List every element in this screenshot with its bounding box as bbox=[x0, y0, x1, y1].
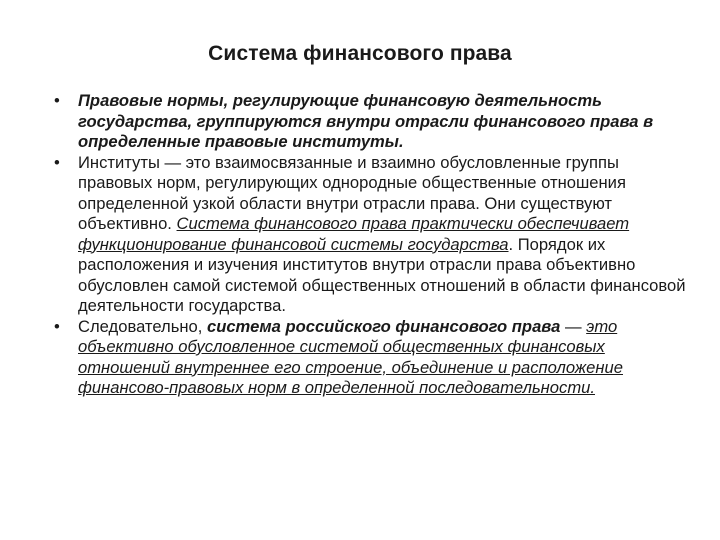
bullet-text-italic-underline: это объективно обусловленное системой общественных финансовых отношений внутреннее его строение, объединение и расположение финансово-правовых норм в определенной последовательности. bbox=[78, 316, 623, 397]
bullet-icon: • bbox=[54, 152, 60, 172]
bullet-text-bold-italic: Правовые нормы, регулирующие финансовую деятельность государства, группируются внутри отрасли финансового права в определенные правовые институты. bbox=[78, 91, 654, 151]
bullet-icon: • bbox=[54, 91, 60, 110]
bullet-text: Институты — это взаимосвязанные и взаимно обусловленные группы правовых норм, регулирующих однородные общественные отношения определенной узкой области внутри отрасли права. Они существуют объективно. bbox=[78, 152, 626, 233]
bullet-text: Следовательно, bbox=[78, 316, 207, 336]
bullet-text: — bbox=[560, 316, 587, 336]
bullet-icon: • bbox=[54, 316, 60, 336]
bullet-text-bold-italic: система российского финансового права bbox=[206, 316, 561, 336]
bullet-text-italic-underline: Система финансового права практически обеспечивает функционирование финансовой системы государства bbox=[78, 214, 630, 254]
slide-title: Система финансового права bbox=[208, 42, 512, 65]
slide-content bbox=[54, 91, 686, 399]
bullet-text: . Порядок их расположения и изучения институтов внутри отрасли права объективно обусловлен самой системой общественных отношений в области финансовой деятельности государства. bbox=[78, 234, 686, 315]
bullet-item bbox=[54, 153, 686, 317]
bullet-item bbox=[54, 317, 686, 399]
bullet-item bbox=[54, 91, 686, 153]
